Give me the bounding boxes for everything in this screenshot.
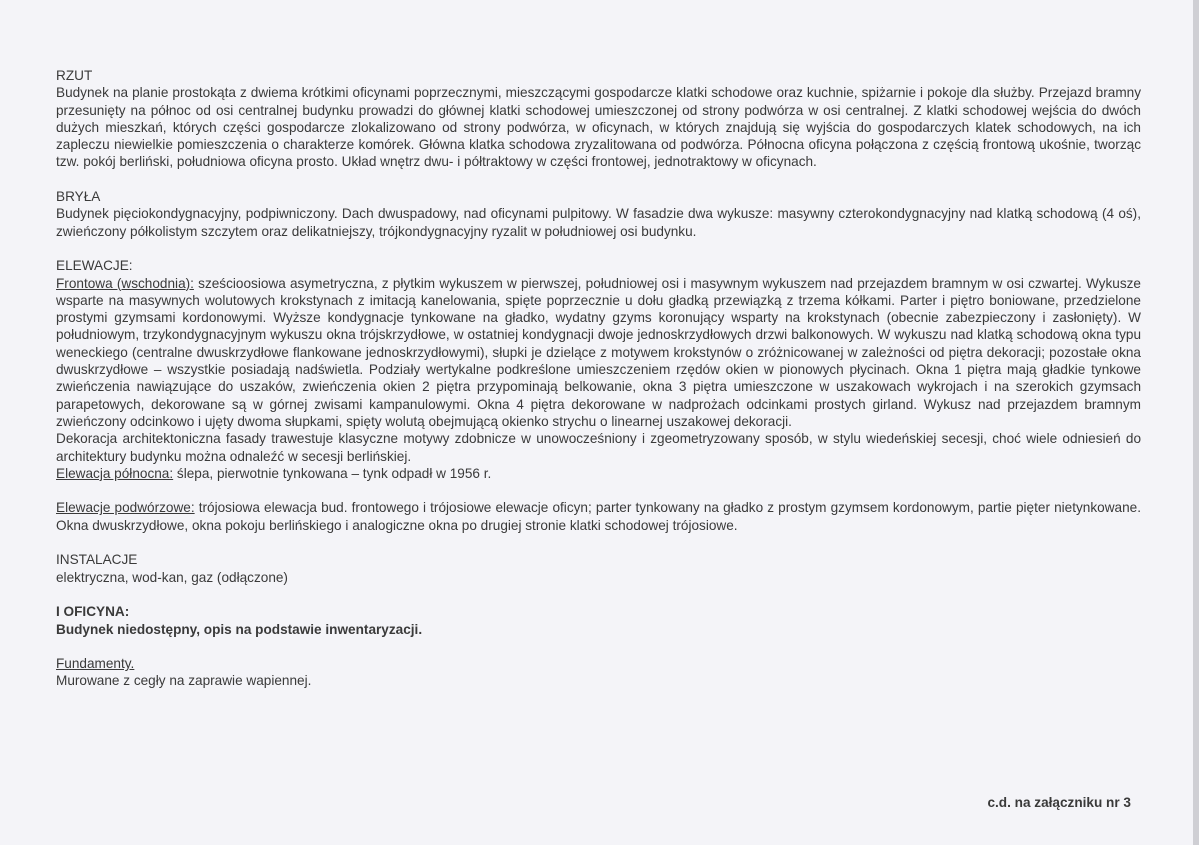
frontowa-label: Frontowa (wschodnia):	[56, 275, 194, 291]
rzut-heading: RZUT	[56, 68, 93, 83]
bryla-heading: BRYŁA	[56, 189, 101, 205]
fundamenty-heading: Fundamenty.	[56, 656, 135, 672]
polnocna-paragraph	[56, 465, 1141, 482]
instalacje-text: elektryczna, wod-kan, gaz (odłączone)	[56, 569, 288, 585]
oficyna-text: Budynek niedostępny, opis na podstawie inwentaryzacji.	[56, 621, 423, 637]
frontowa-text: sześcioosiowa asymetryczna, z płytkim wykuszem w pierwszej, południowej osi i masywnym wykuszem nad przejazdem bramnym w osi czwartej. Wykusze wsparte na masywnych wolutowych krokstynach z imitacją kanelowania, spięte poprzecznie u dołu gładką przewiązką z trzema kółkami. Parter i piętro boniowane, przedzielone prostymi gzymsami kordonowymi. Wyższe kondygnacje tynkowane na gładko, wydatny gzyms koronujący wsparty na krokstynach (obecnie zabezpieczony i zasłonięty). W południowym, trzykondygnacyjnym wykuszu okna trójskrzydłowe, w ostatniej kondygnacji dwoje jednoskrzydłowych drzwi balkonowych. W wykuszu nad klatką schodową okna typu weneckiego (centralne dwuskrzydłowe flankowane jednoskrzydłowymi), słupki je dzielące z motywem krokstynów o zróżnicowanej w zależności od piętra dekoracji; pozostałe okna dwuskrzydłowe – wszystkie posiadają nadświetla. Podziały wertykalne podkreślone umieszczeniem rzędów okien w pionowych płycinach. Okna 1 piętra mają gładkie tynkowe zwieńczenia nawiązujące do uszaków, zwieńczenia okien 2 piętra przypominają belkowanie, okna 3 piętra umieszczone w uszakowach wykrojach i na szerokich gzymsach parapetowych, dekorowane są w górnej zwisami kampanulowymi. Okna 4 piętra dekorowane w nadprożach odcinkami prostych girland. Wykusz nad przejazdem bramnym zwieńczony odcinkowo i ujęty dwoma słupkami, spięty wolutą obejmującą okienko strychu o linearnej uszakowej dekoracji.	[56, 275, 1141, 429]
dekoracja-text: Dekoracja architektoniczna fasady trawestuje klasyczne motywy zdobnicze w unowocześniony i zgeometryzowany sposób, w stylu wiedeńskiej secesji, choć wiele odniesień do architektury budynku można odnaleźć w secesji berlińskiej.	[56, 431, 1141, 464]
elewacje-heading: ELEWACJE:	[56, 258, 133, 274]
frontowa-paragraph	[56, 275, 1141, 431]
page-edge	[1193, 0, 1199, 845]
podworzowe-label: Elewacje podwórzowe:	[56, 500, 195, 516]
oficyna-heading: I OFICYNA:	[56, 604, 130, 620]
podworzowe-paragraph	[56, 499, 1141, 534]
podworzowe-text: trójosiowa elewacja bud. frontowego i trójosiowe elewacje oficyn; parter tynkowany na gładko z prostym gzymsem kordonowym, partie pięter nietynkowane. Okna dwuskrzydłowe, okna pokoju berlińskiego i analogiczne okna po drugiej stronie klatki schodowej trójosiowe.	[56, 500, 1142, 533]
bryla-text: Budynek pięciokondygnacyjny, podpiwniczony. Dach dwuspadowy, nad oficynami pulpitowy. W fasadzie dwa wykusze: masywny czterokondygnacyjny nad klatką schodową (4 oś), zwieńczony półkolistym szczytem oraz delikatniejszy, trójkondygnacyjny ryzalit w południowej osi budynku.	[56, 206, 1141, 239]
document-body	[56, 67, 1141, 690]
rzut-text: Budynek na planie prostokąta z dwiema krótkimi oficynami poprzecznymi, mieszczącymi gospodarcze klatki schodowe oraz kuchnie, spiżarnie i pokoje dla służby. Przejazd bramny przesunięty na północ od osi centralnej budynku prowadzi do głównej klatki schodowej umieszczonej od strony podwórza w osi centralnej. Z klatki schodowej wejścia do dwóch dużych mieszkań, których części gospodarcze zlokalizowano od strony podwórza, w oficynach, w których znajdują się wyjścia do gospodarczych klatek schodowych, na ich zapleczu niewielkie pomieszczenia o charakterze komórek. Główna klatka schodowa zryzalitowana od podwórza. Północna oficyna połączona z częścią frontową ukośnie, tworząc tzw. pokój berliński, południowa oficyna prosto. Układ wnętrz dwu- i półtraktowy w części frontowej, jednotraktowy w oficynach.	[56, 85, 1141, 170]
fundamenty-text: Murowane z cegły na zaprawie wapiennej.	[56, 673, 312, 689]
polnocna-label: Elewacja północna:	[56, 465, 174, 481]
instalacje-heading: INSTALACJE	[56, 552, 138, 568]
continuation-note: c.d. na załączniku nr 3	[987, 795, 1131, 810]
polnocna-text: ślepa, pierwotnie tynkowana – tynk odpadł w 1956 r.	[173, 465, 492, 481]
